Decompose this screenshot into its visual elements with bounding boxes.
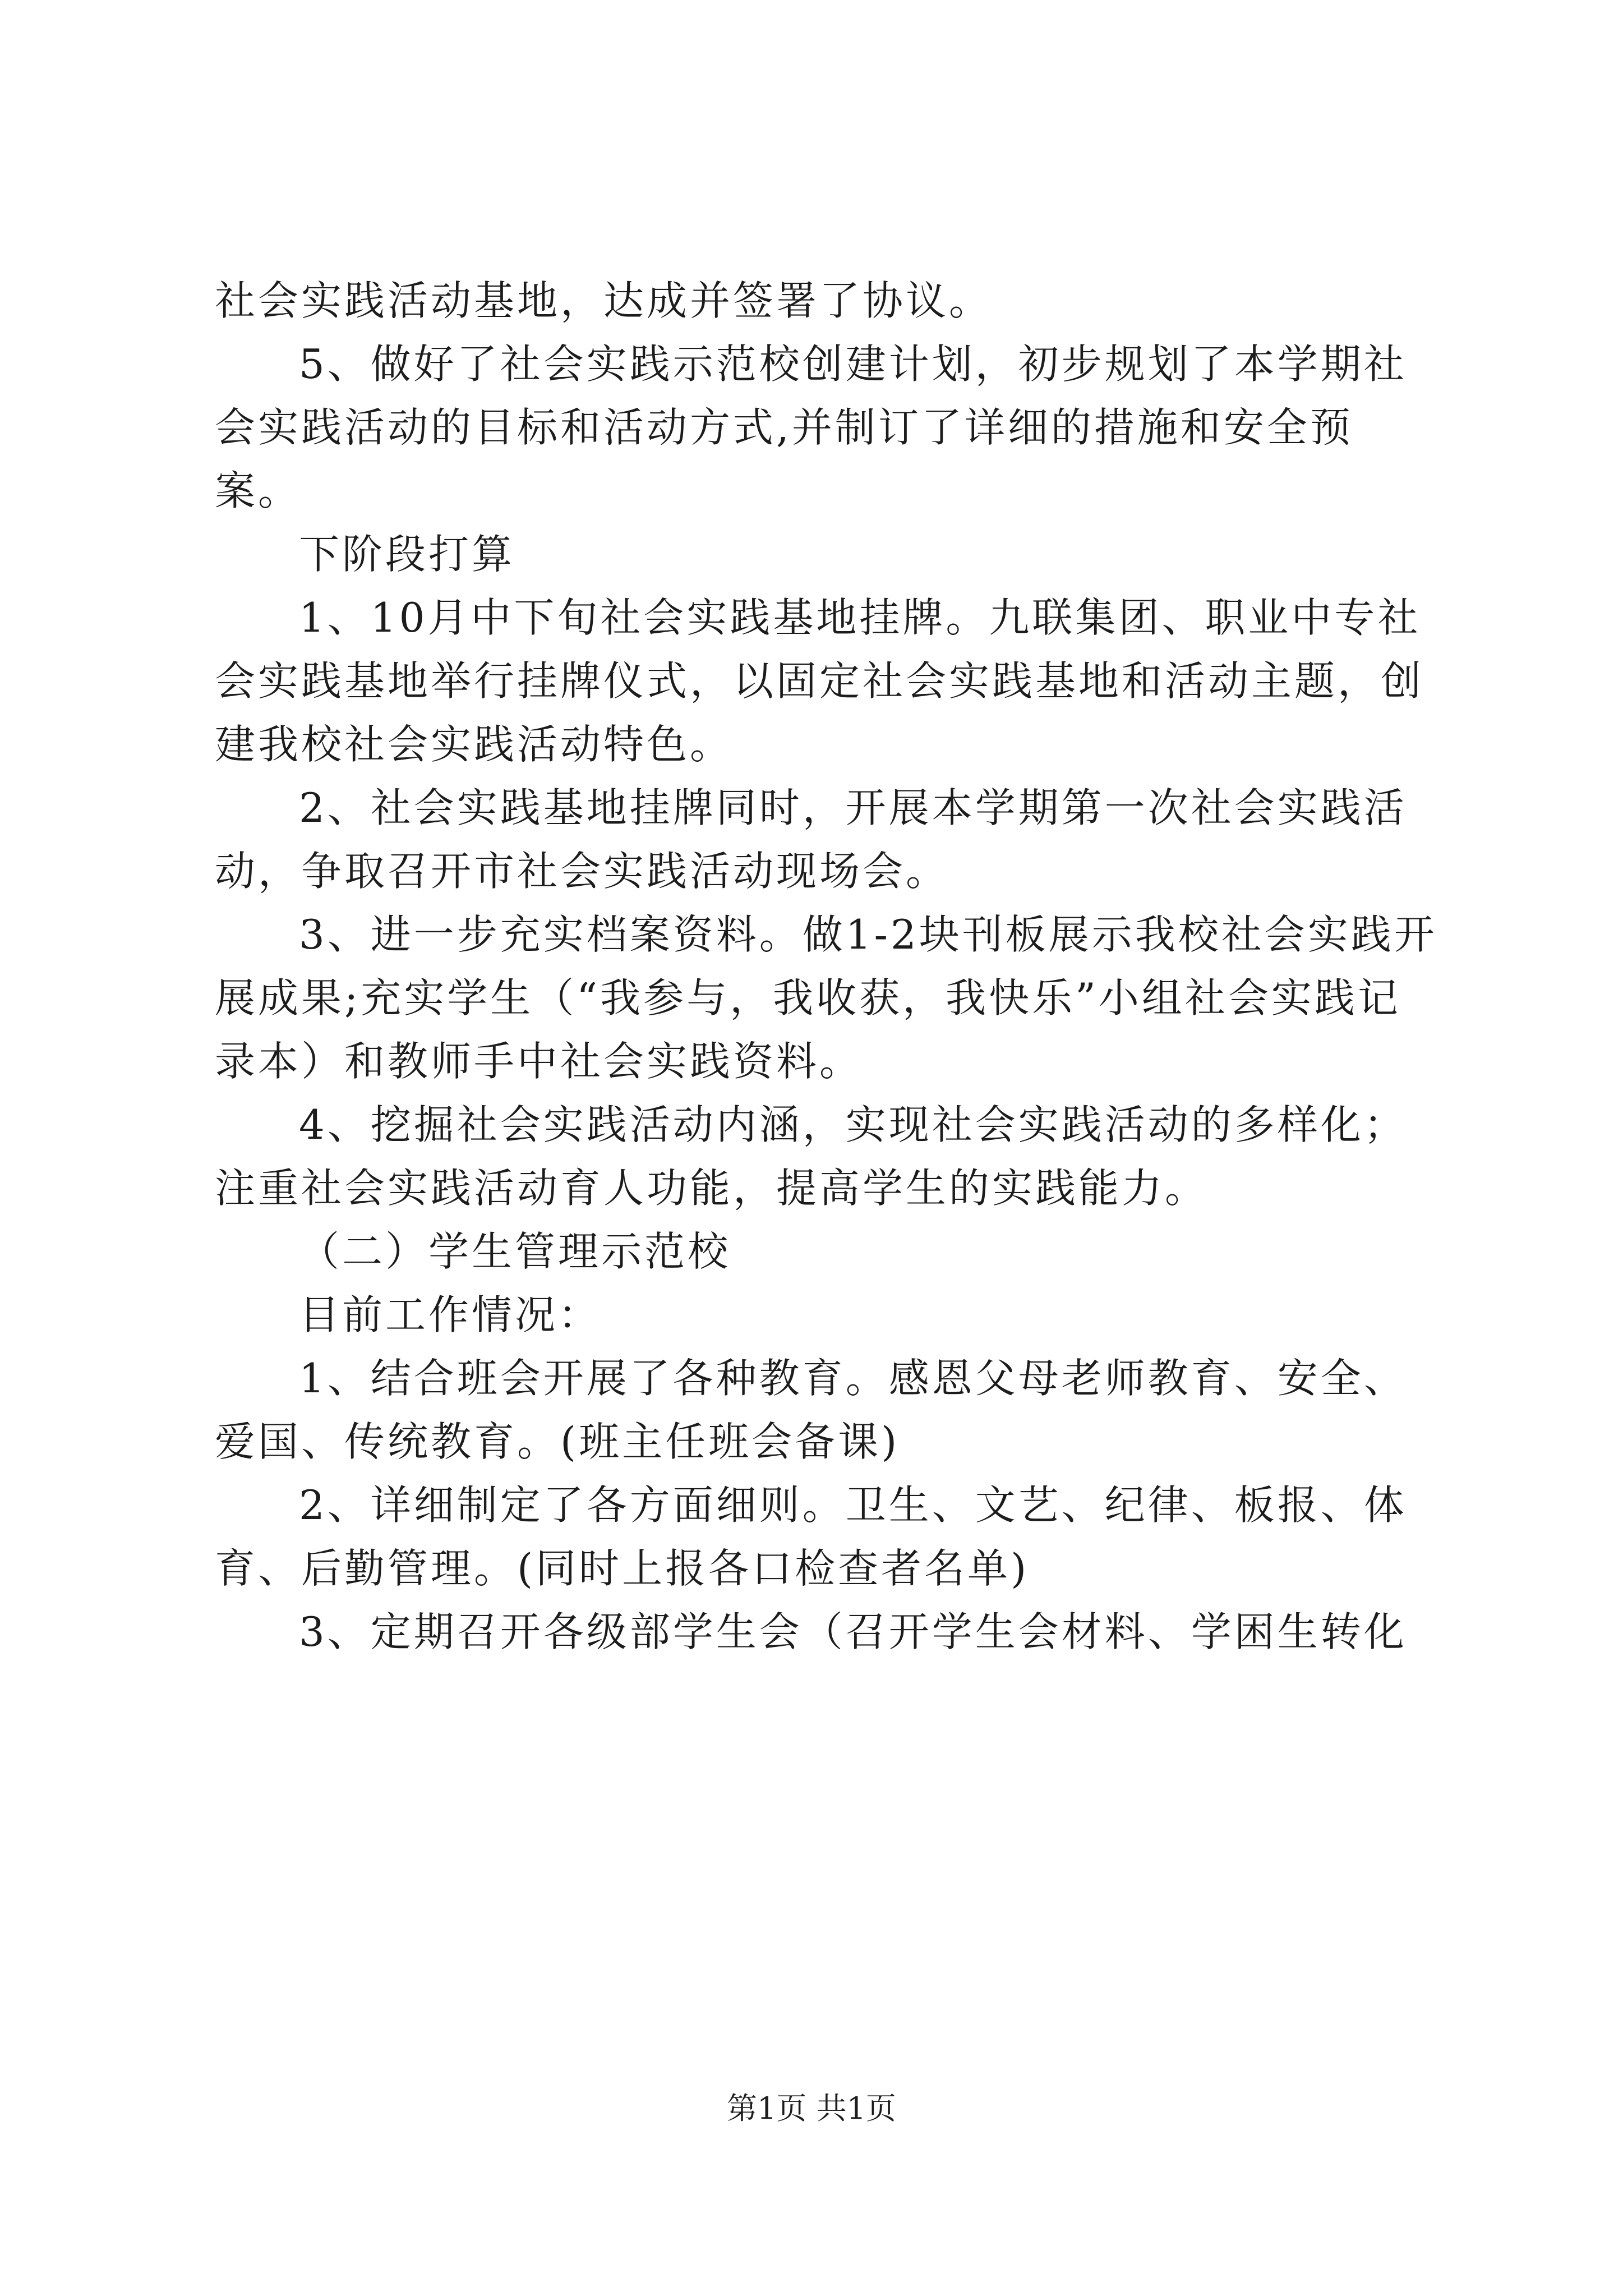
paragraph-10: 1、结合班会开展了各种教育。感恩父母老师教育、安全、爱国、传统教育。(班主任班会备课) (215, 1355, 1407, 1465)
paragraph-1: 社会实践活动基地，达成并签署了协议。 (215, 277, 993, 324)
paragraph-5: 2、社会实践基地挂牌同时，开展本学期第一次社会实践活动，争取召开市社会实践活动现场会。 (215, 784, 1407, 895)
paragraph-7: 4、挖掘社会实践活动内涵，实现社会实践活动的多样化；注重社会实践活动育人功能，提高学生的实践能力。 (215, 1101, 1407, 1212)
paragraph-12: 3、定期召开各级部学生会（召开学生会材料、学困生转化 (299, 1608, 1407, 1655)
paragraph-8: （二）学生管理示范校 (299, 1228, 731, 1275)
paragraph-4: 1、10月中下旬社会实践基地挂牌。九联集团、职业中专社会实践基地举行挂牌仪式，以固定社会实践基地和活动主题，创建我校社会实践活动特色。 (215, 594, 1424, 768)
paragraph-11: 2、详细制定了各方面细则。卫生、文艺、纪律、板报、体育、后勤管理。(同时上报各口检查者名单) (215, 1481, 1407, 1592)
paragraph-9: 目前工作情况： (299, 1291, 602, 1338)
document-body (215, 269, 1437, 1664)
paragraph-2: 5、做好了社会实践示范校创建计划，初步规划了本学期社会实践活动的目标和活动方式,并制订了详细的措施和安全预案。 (215, 341, 1407, 514)
paragraph-3: 下阶段打算 (299, 531, 515, 578)
paragraph-6: 3、进一步充实档案资料。做1-2块刊板展示我校社会实践开展成果;充实学生（“我参与，我收获，我快乐”小组社会实践记录本）和教师手中社会实践资料。 (215, 911, 1437, 1085)
page-number-footer: 第1页 共1页 (727, 2091, 896, 2126)
